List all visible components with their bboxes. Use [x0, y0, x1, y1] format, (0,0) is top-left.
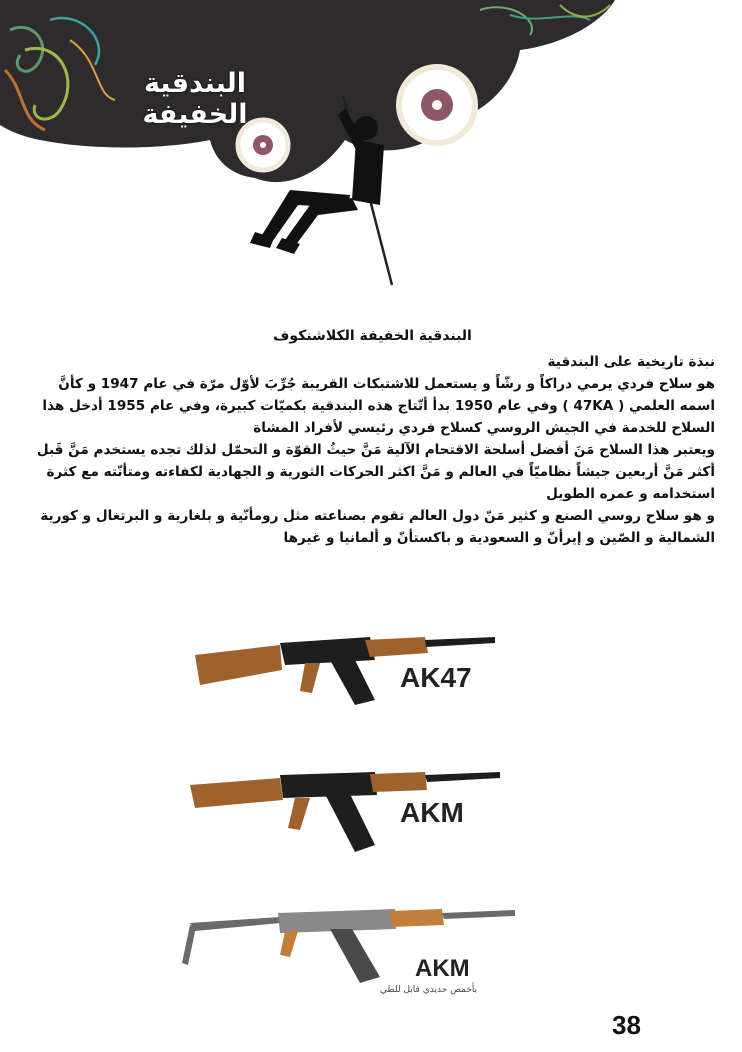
paragraph: ويعتبر هذا السلاح مَنَ أفضل أسلحة الاقتحام الآلية مَنَّ حيثُ القوّة و التحمّل لذلك تجده يستخدم مَنَّ قَبل أكثر مَنَّ أربعين جيشاً نظاميّاً في العالم و مَنَّ اكثر الحركات الثورية و الجهادية لكفاءته ومتأنّته مع كثرة استخدامه و عمره الطويل [36, 442, 715, 502]
dark-banner [0, 0, 615, 182]
article-subtitle: نبذة تاريخية على البندقية [547, 354, 715, 370]
page-number: 38 [612, 1010, 641, 1040]
article-body [30, 325, 715, 549]
paragraph: و هو سلاح روسي الصنع و كثير مَنّ دول العالم تقوم بصناعته مثل رومأنّية و بلغارية و البرتغال و كورية الشمالية و الصّين و إيرأنّ و السعودية و باكستأنّ و ألمانيا و غيرها [40, 508, 715, 546]
gun-label-akm-folding: AKM [415, 955, 470, 982]
header-decoration [0, 0, 742, 300]
gun-label-ak47: AK47 [400, 662, 472, 693]
image-caption: بأخمص حديدي قابل للطي [380, 985, 478, 995]
article-title: البندقية الخفيفة الكلاشنكوف [273, 328, 472, 344]
paragraph: هو سلاح فردي يرمي دراكاً و رشّاً و يستعمل للاشتبكات القريبة جُرِّبَ لأوّل مرّة في عام 1947 و كأنَّ اسمه العلمي ( 47KA ) وفي عام 1950 بدأ أتّتاج هذه البندقية بكميّات كبيرة، وفي عام 1955 أدخل هذا السلاح للخدمة في الجيش الروسي كسلاح فردي رئيسي لأفراد المشاة [42, 376, 715, 436]
page-title: البندقية الخفيفة [142, 68, 248, 130]
flower-disc-large [399, 67, 475, 143]
gun-label-akm: AKM [400, 797, 464, 828]
